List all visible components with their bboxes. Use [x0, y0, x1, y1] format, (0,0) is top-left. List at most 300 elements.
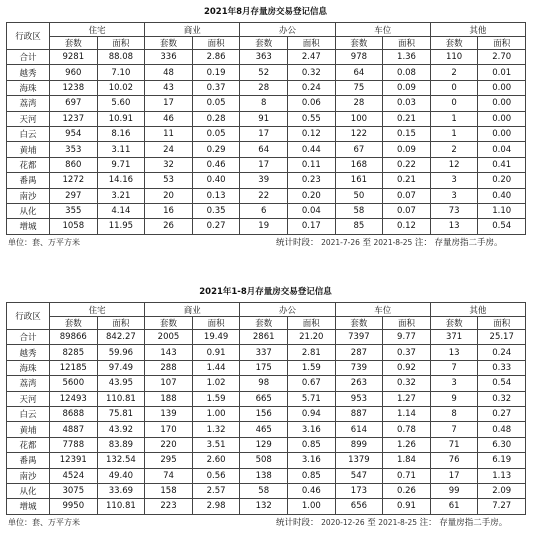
value-cell: 0.05 — [192, 126, 240, 141]
value-cell: 28 — [335, 96, 383, 111]
region-cell: 增城 — [7, 499, 50, 514]
value-cell: 43.95 — [97, 376, 145, 391]
period-label: 统计时段： — [276, 517, 319, 528]
value-cell: 363 — [240, 50, 288, 65]
value-cell: 3.16 — [288, 453, 336, 468]
value-cell: 170 — [145, 422, 193, 437]
value-cell: 13 — [430, 345, 478, 360]
value-cell: 263 — [335, 376, 383, 391]
value-cell: 4524 — [50, 468, 98, 483]
group-header: 车位 — [335, 23, 430, 37]
value-cell: 143 — [145, 345, 193, 360]
value-cell: 899 — [335, 437, 383, 452]
period-note — [276, 235, 502, 251]
region-cell: 海珠 — [7, 360, 50, 375]
table-row — [7, 126, 526, 141]
table-row — [7, 483, 526, 498]
region-cell: 番禺 — [7, 173, 50, 188]
value-cell: 1.26 — [383, 437, 431, 452]
table-row — [7, 188, 526, 203]
table-row — [7, 111, 526, 126]
value-cell: 0.27 — [192, 219, 240, 234]
region-cell: 合计 — [7, 50, 50, 65]
region-header: 行政区 — [7, 303, 50, 330]
value-cell: 860 — [50, 157, 98, 172]
value-cell: 0.20 — [288, 188, 336, 203]
value-cell: 0.12 — [288, 126, 336, 141]
value-cell: 43.92 — [97, 422, 145, 437]
note-label: 注： — [414, 237, 432, 248]
value-cell: 49.40 — [97, 468, 145, 483]
region-cell: 越秀 — [7, 65, 50, 80]
table-row — [7, 422, 526, 437]
value-cell: 9950 — [50, 499, 98, 514]
table-title: 2021年1-8月存量房交易登记信息 — [199, 287, 332, 297]
value-cell: 0 — [430, 80, 478, 95]
value-cell: 8.16 — [97, 126, 145, 141]
value-cell: 355 — [50, 203, 98, 218]
count-header: 套数 — [240, 317, 288, 330]
region-cell: 天河 — [7, 111, 50, 126]
value-cell: 3 — [430, 376, 478, 391]
value-cell: 8688 — [50, 406, 98, 421]
group-header: 住宅 — [50, 23, 145, 37]
value-cell: 371 — [430, 330, 478, 345]
value-cell: 656 — [335, 499, 383, 514]
value-cell: 2.60 — [192, 453, 240, 468]
period-start: 2021-7-26 — [321, 237, 360, 247]
table-row — [7, 376, 526, 391]
group-header: 住宅 — [50, 303, 145, 317]
value-cell: 7397 — [335, 330, 383, 345]
value-cell: 11 — [145, 126, 193, 141]
value-cell: 75.81 — [97, 406, 145, 421]
value-cell: 0.09 — [383, 142, 431, 157]
value-cell: 0.48 — [478, 422, 526, 437]
value-cell: 353 — [50, 142, 98, 157]
group-header: 其他 — [430, 303, 525, 317]
value-cell: 67 — [335, 142, 383, 157]
value-cell: 58 — [335, 203, 383, 218]
region-cell: 越秀 — [7, 345, 50, 360]
group-header: 办公 — [240, 303, 335, 317]
value-cell: 2.81 — [288, 345, 336, 360]
period-end: 2021-8-25 — [378, 517, 418, 527]
value-cell: 2.86 — [192, 50, 240, 65]
table-row — [7, 157, 526, 172]
value-cell: 0.07 — [383, 203, 431, 218]
value-cell: 52 — [240, 65, 288, 80]
value-cell: 168 — [335, 157, 383, 172]
value-cell: 1238 — [50, 80, 98, 95]
value-cell: 161 — [335, 173, 383, 188]
value-cell: 614 — [335, 422, 383, 437]
value-cell: 1.44 — [192, 360, 240, 375]
value-cell: 9281 — [50, 50, 98, 65]
table-row — [7, 406, 526, 421]
transaction-table — [6, 302, 526, 515]
value-cell: 0.54 — [478, 219, 526, 234]
value-cell: 1379 — [335, 453, 383, 468]
value-cell: 1.84 — [383, 453, 431, 468]
value-cell: 158 — [145, 483, 193, 498]
value-cell: 110.81 — [97, 391, 145, 406]
value-cell: 7 — [430, 422, 478, 437]
value-cell: 9 — [430, 391, 478, 406]
area-header: 面积 — [288, 37, 336, 50]
value-cell: 0.94 — [288, 406, 336, 421]
value-cell: 337 — [240, 345, 288, 360]
region-cell: 荔湾 — [7, 96, 50, 111]
region-cell: 花都 — [7, 437, 50, 452]
period-note — [276, 515, 507, 531]
value-cell: 1.00 — [288, 499, 336, 514]
count-header: 套数 — [145, 317, 193, 330]
value-cell: 6.19 — [478, 453, 526, 468]
area-header: 面积 — [97, 37, 145, 50]
value-cell: 2.98 — [192, 499, 240, 514]
note-text: 存量房指二手房。 — [434, 237, 503, 248]
value-cell: 0.46 — [192, 157, 240, 172]
count-header: 套数 — [145, 37, 193, 50]
region-cell: 番禺 — [7, 453, 50, 468]
value-cell: 83.89 — [97, 437, 145, 452]
value-cell: 91 — [240, 111, 288, 126]
value-cell: 2.70 — [478, 50, 526, 65]
value-cell: 22 — [240, 188, 288, 203]
value-cell: 73 — [430, 203, 478, 218]
value-cell: 0.07 — [383, 188, 431, 203]
value-cell: 0.56 — [192, 468, 240, 483]
value-cell: 0.24 — [288, 80, 336, 95]
value-cell: 0.78 — [383, 422, 431, 437]
value-cell: 1058 — [50, 219, 98, 234]
value-cell: 960 — [50, 65, 98, 80]
region-cell: 天河 — [7, 391, 50, 406]
value-cell: 0.40 — [192, 173, 240, 188]
period-to: 至 — [367, 517, 376, 528]
area-header: 面积 — [383, 317, 431, 330]
value-cell: 697 — [50, 96, 98, 111]
value-cell: 1.27 — [383, 391, 431, 406]
value-cell: 1 — [430, 111, 478, 126]
value-cell: 2 — [430, 142, 478, 157]
value-cell: 0.24 — [478, 345, 526, 360]
count-header: 套数 — [50, 37, 98, 50]
value-cell: 1 — [430, 126, 478, 141]
region-cell: 从化 — [7, 483, 50, 498]
region-cell: 南沙 — [7, 188, 50, 203]
value-cell: 12 — [430, 157, 478, 172]
value-cell: 89866 — [50, 330, 98, 345]
value-cell: 0.19 — [192, 65, 240, 80]
value-cell: 188 — [145, 391, 193, 406]
value-cell: 107 — [145, 376, 193, 391]
table-row — [7, 50, 526, 65]
area-header: 面积 — [192, 317, 240, 330]
value-cell: 1.02 — [192, 376, 240, 391]
table-footer — [6, 235, 525, 250]
value-cell: 98 — [240, 376, 288, 391]
value-cell: 3.21 — [97, 188, 145, 203]
value-cell: 2 — [430, 65, 478, 80]
value-cell: 0.55 — [288, 111, 336, 126]
value-cell: 175 — [240, 360, 288, 375]
value-cell: 24 — [145, 142, 193, 157]
value-cell: 26 — [145, 219, 193, 234]
count-header: 套数 — [240, 37, 288, 50]
group-header: 办公 — [240, 23, 335, 37]
region-cell: 黄埔 — [7, 422, 50, 437]
value-cell: 0.28 — [192, 111, 240, 126]
table-row — [7, 173, 526, 188]
value-cell: 9.71 — [97, 157, 145, 172]
value-cell: 0.44 — [288, 142, 336, 157]
value-cell: 0.00 — [478, 80, 526, 95]
value-cell: 2861 — [240, 330, 288, 345]
value-cell: 85 — [335, 219, 383, 234]
value-cell: 21.20 — [288, 330, 336, 345]
value-cell: 665 — [240, 391, 288, 406]
value-cell: 0.06 — [288, 96, 336, 111]
value-cell: 5.60 — [97, 96, 145, 111]
value-cell: 295 — [145, 453, 193, 468]
value-cell: 6.30 — [478, 437, 526, 452]
table-row — [7, 391, 526, 406]
value-cell: 97.49 — [97, 360, 145, 375]
value-cell: 17 — [240, 157, 288, 172]
value-cell: 8 — [430, 406, 478, 421]
period-label: 统计时段： — [276, 237, 319, 248]
value-cell: 0.21 — [383, 173, 431, 188]
value-cell: 0.85 — [288, 468, 336, 483]
value-cell: 0 — [430, 96, 478, 111]
value-cell: 16 — [145, 203, 193, 218]
value-cell: 1.13 — [478, 468, 526, 483]
value-cell: 9.77 — [383, 330, 431, 345]
table-row — [7, 345, 526, 360]
region-cell: 海珠 — [7, 80, 50, 95]
value-cell: 0.54 — [478, 376, 526, 391]
transaction-table — [6, 22, 526, 235]
value-cell: 3075 — [50, 483, 98, 498]
table-row — [7, 468, 526, 483]
value-cell: 10.91 — [97, 111, 145, 126]
value-cell: 1.00 — [192, 406, 240, 421]
value-cell: 0.32 — [288, 65, 336, 80]
value-cell: 0.13 — [192, 188, 240, 203]
value-cell: 0.22 — [383, 157, 431, 172]
value-cell: 0.20 — [478, 173, 526, 188]
area-header: 面积 — [97, 317, 145, 330]
value-cell: 954 — [50, 126, 98, 141]
value-cell: 465 — [240, 422, 288, 437]
value-cell: 0.37 — [383, 345, 431, 360]
region-cell: 荔湾 — [7, 376, 50, 391]
value-cell: 8 — [240, 96, 288, 111]
value-cell: 76 — [430, 453, 478, 468]
region-header: 行政区 — [7, 23, 50, 50]
value-cell: 4.14 — [97, 203, 145, 218]
value-cell: 3 — [430, 188, 478, 203]
count-header: 套数 — [335, 317, 383, 330]
value-cell: 173 — [335, 483, 383, 498]
region-cell: 白云 — [7, 406, 50, 421]
value-cell: 0.37 — [192, 80, 240, 95]
value-cell: 132 — [240, 499, 288, 514]
table-row — [7, 499, 526, 514]
value-cell: 61 — [430, 499, 478, 514]
value-cell: 0.26 — [383, 483, 431, 498]
value-cell: 46 — [145, 111, 193, 126]
region-cell: 黄埔 — [7, 142, 50, 157]
table-row — [7, 96, 526, 111]
value-cell: 0.67 — [288, 376, 336, 391]
period-to: 至 — [362, 237, 371, 248]
value-cell: 0.91 — [383, 499, 431, 514]
note-label: 注： — [419, 517, 437, 528]
value-cell: 0.11 — [288, 157, 336, 172]
value-cell: 1237 — [50, 111, 98, 126]
table-row — [7, 203, 526, 218]
value-cell: 287 — [335, 345, 383, 360]
value-cell: 953 — [335, 391, 383, 406]
value-cell: 0.00 — [478, 96, 526, 111]
value-cell: 138 — [240, 468, 288, 483]
area-header: 面积 — [192, 37, 240, 50]
value-cell: 0.46 — [288, 483, 336, 498]
table-row — [7, 65, 526, 80]
value-cell: 0.08 — [383, 65, 431, 80]
value-cell: 7.27 — [478, 499, 526, 514]
value-cell: 14.16 — [97, 173, 145, 188]
value-cell: 336 — [145, 50, 193, 65]
value-cell: 1.59 — [192, 391, 240, 406]
value-cell: 3.51 — [192, 437, 240, 452]
region-cell: 花都 — [7, 157, 50, 172]
value-cell: 10.02 — [97, 80, 145, 95]
value-cell: 0.23 — [288, 173, 336, 188]
value-cell: 53 — [145, 173, 193, 188]
value-cell: 25.17 — [478, 330, 526, 345]
value-cell: 739 — [335, 360, 383, 375]
value-cell: 20 — [145, 188, 193, 203]
value-cell: 0.01 — [478, 65, 526, 80]
value-cell: 3 — [430, 173, 478, 188]
value-cell: 1272 — [50, 173, 98, 188]
value-cell: 1.32 — [192, 422, 240, 437]
region-cell: 合计 — [7, 330, 50, 345]
area-header: 面积 — [478, 317, 526, 330]
value-cell: 156 — [240, 406, 288, 421]
unit-note: 单位：套、万平方米 — [8, 517, 80, 527]
value-cell: 288 — [145, 360, 193, 375]
value-cell: 11.95 — [97, 219, 145, 234]
value-cell: 8285 — [50, 345, 98, 360]
count-header: 套数 — [335, 37, 383, 50]
value-cell: 5600 — [50, 376, 98, 391]
value-cell: 0.03 — [383, 96, 431, 111]
value-cell: 0.04 — [478, 142, 526, 157]
area-header: 面积 — [478, 37, 526, 50]
value-cell: 2005 — [145, 330, 193, 345]
value-cell: 0.17 — [288, 219, 336, 234]
value-cell: 17 — [240, 126, 288, 141]
value-cell: 2.47 — [288, 50, 336, 65]
value-cell: 12493 — [50, 391, 98, 406]
value-cell: 0.27 — [478, 406, 526, 421]
value-cell: 0.33 — [478, 360, 526, 375]
value-cell: 0.00 — [478, 126, 526, 141]
value-cell: 220 — [145, 437, 193, 452]
count-header: 套数 — [430, 317, 478, 330]
value-cell: 0.35 — [192, 203, 240, 218]
value-cell: 110 — [430, 50, 478, 65]
value-cell: 0.09 — [383, 80, 431, 95]
value-cell: 0.91 — [192, 345, 240, 360]
value-cell: 17 — [145, 96, 193, 111]
value-cell: 978 — [335, 50, 383, 65]
value-cell: 17 — [430, 468, 478, 483]
table-row — [7, 142, 526, 157]
area-header: 面积 — [288, 317, 336, 330]
value-cell: 223 — [145, 499, 193, 514]
table-row — [7, 330, 526, 345]
value-cell: 508 — [240, 453, 288, 468]
group-header: 其他 — [430, 23, 525, 37]
value-cell: 0.41 — [478, 157, 526, 172]
value-cell: 842.27 — [97, 330, 145, 345]
table-row — [7, 80, 526, 95]
value-cell: 0.05 — [192, 96, 240, 111]
value-cell: 64 — [240, 142, 288, 157]
region-cell: 从化 — [7, 203, 50, 218]
value-cell: 19.49 — [192, 330, 240, 345]
value-cell: 58 — [240, 483, 288, 498]
value-cell: 33.69 — [97, 483, 145, 498]
group-header: 商业 — [145, 23, 240, 37]
table-row — [7, 453, 526, 468]
value-cell: 6 — [240, 203, 288, 218]
value-cell: 7788 — [50, 437, 98, 452]
value-cell: 7.10 — [97, 65, 145, 80]
period-end: 2021-8-25 — [373, 237, 413, 247]
value-cell: 132.54 — [97, 453, 145, 468]
value-cell: 7 — [430, 360, 478, 375]
table-row — [7, 437, 526, 452]
value-cell: 1.10 — [478, 203, 526, 218]
value-cell: 75 — [335, 80, 383, 95]
value-cell: 2.57 — [192, 483, 240, 498]
value-cell: 122 — [335, 126, 383, 141]
table-row — [7, 219, 526, 234]
value-cell: 39 — [240, 173, 288, 188]
value-cell: 99 — [430, 483, 478, 498]
value-cell: 547 — [335, 468, 383, 483]
value-cell: 71 — [430, 437, 478, 452]
value-cell: 32 — [145, 157, 193, 172]
value-cell: 0.32 — [478, 391, 526, 406]
value-cell: 4887 — [50, 422, 98, 437]
value-cell: 297 — [50, 188, 98, 203]
value-cell: 0.00 — [478, 111, 526, 126]
value-cell: 1.59 — [288, 360, 336, 375]
table-row — [7, 360, 526, 375]
value-cell: 0.85 — [288, 437, 336, 452]
note-text: 存量房指二手房。 — [439, 517, 508, 528]
value-cell: 0.15 — [383, 126, 431, 141]
value-cell: 110.81 — [97, 499, 145, 514]
